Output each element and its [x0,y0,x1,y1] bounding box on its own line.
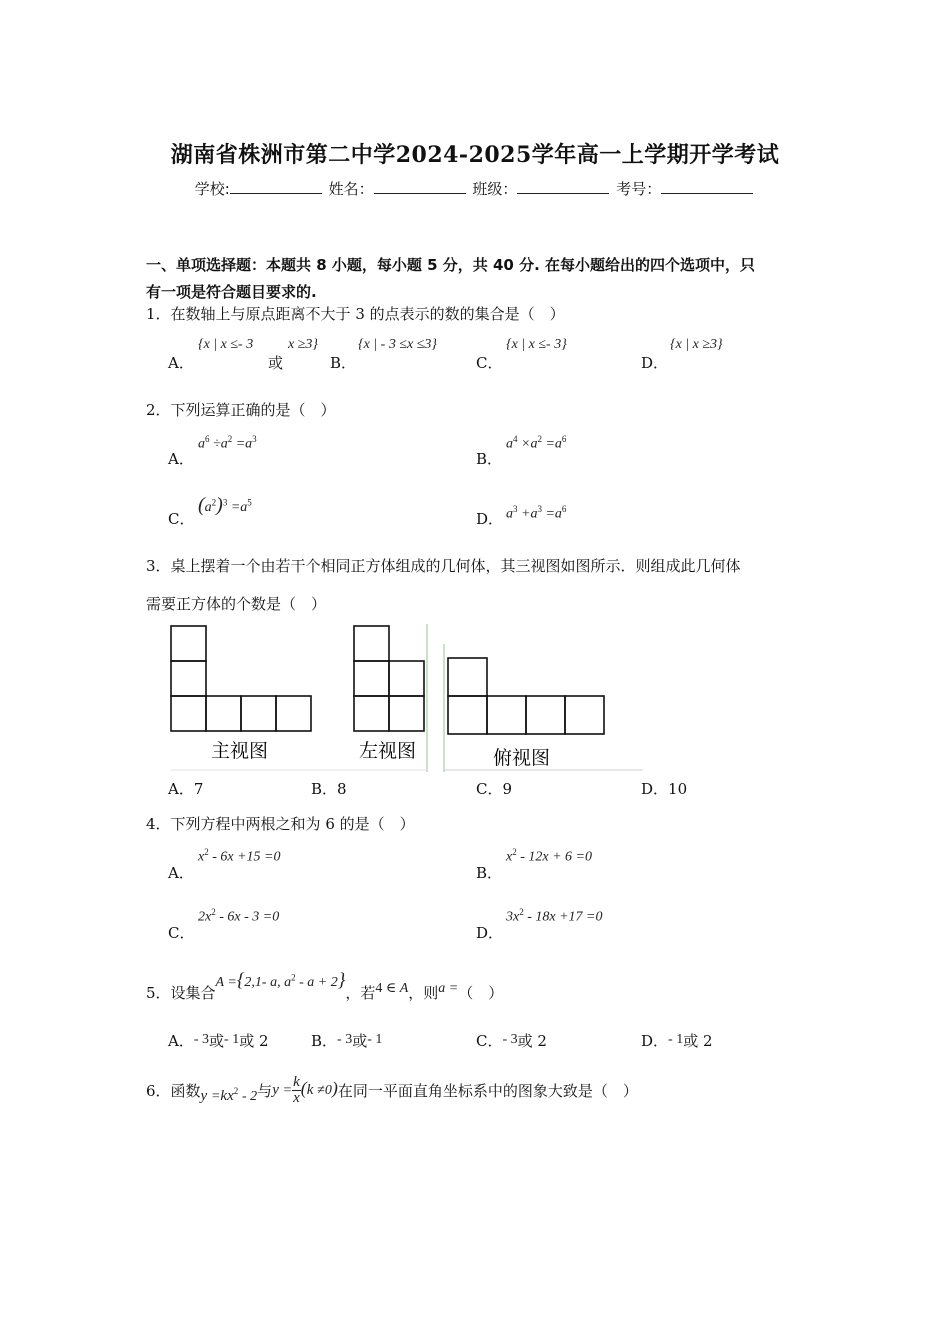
q4-option-c-label: C． [168,924,195,942]
q5-option-d-label: D． [641,1032,669,1050]
q5-option-a-text2: 或 2 [239,1032,269,1050]
left-view-square [389,696,424,731]
q5-option-b-text: 或 [352,1032,368,1050]
q1-option-d-label: D． [641,354,669,372]
left-view-square [354,661,389,696]
number-label: 考号： [616,180,662,198]
q1-option-b: {x | - 3 ≤x ≤3} [358,337,438,352]
q1-option-d: {x | x ≥3} [670,337,723,352]
q2-option-c-label: C． [168,510,195,528]
q1-option-a-label: A． [168,354,194,372]
student-info-row [0,178,950,199]
three-view-figure [165,622,645,774]
q5-option-a-text: 或 [209,1032,225,1050]
top-view-square [448,696,487,734]
q6-stem [146,1074,638,1108]
q5-option-c: C．- 3或 2 [476,1032,547,1050]
name-blank [374,179,466,194]
q5-option-c-label: C． [476,1032,503,1050]
top-view-square [487,696,526,734]
top-view-square [565,696,604,734]
school-label: 学校: [194,180,230,198]
q5-option-b-label: B． [311,1032,338,1050]
q5-option-a-label: A． [168,1032,194,1050]
q5-option-b: B．- 3或- 1 [311,1032,383,1050]
top-view-square [526,696,565,734]
q4-option-a-formula: $x^2 - 6x +15 =0$ [198,847,281,865]
q5-option-d-text: 或 2 [683,1032,713,1050]
q4-stem: 4．下列方程中两根之和为 6 的是（ ） [146,815,415,833]
q5-stem [146,970,504,1004]
q3-stem-line2: 需要正方体的个数是（ ） [146,595,327,613]
q5-stem-end: （ ） [458,984,504,1002]
q4-option-d-formula: $3x^2 - 18x +17 =0$ [506,907,603,925]
q1-option-c-label: C． [476,354,503,372]
number-blank [661,179,753,194]
q5-option-c-text: 或 2 [517,1032,547,1050]
front-view-square [276,696,311,731]
q3-stem-line1: 3．桌上摆着一个由若干个相同正方体组成的几何体，其三视图如图所示．则组成此几何体 [146,557,741,575]
left-view-square [354,626,389,661]
q5-set-formula: A ={2,1- a, $a^2 - a + 2$} [215,970,346,991]
q5-stem-mid2: ，则 [408,984,439,1002]
front-view-square [171,626,206,661]
front-view-square [206,696,241,731]
school-blank [230,179,322,194]
q6-stem-mid: 与 [257,1081,273,1100]
q2-option-b-label: B． [476,450,503,468]
q6-stem-prefix: 6．函数 [146,1081,201,1100]
q4-option-a-label: A． [168,864,194,882]
q4-option-d-label: D． [476,924,504,942]
left-view-square [389,661,424,696]
page-title: 湖南省株洲市第二中学2024-2025学年高一上学期开学考试 [170,142,780,168]
q2-stem: 2．下列运算正确的是（ ） [146,401,336,419]
q2-option-b-formula: $a^4 \times a^2 =a^6$ [506,434,567,452]
left-view-square [354,696,389,731]
q1-option-b-label: B． [330,354,357,372]
q3-option-a: A．7 [168,780,204,798]
q5-stem-mid: ，若 [345,984,376,1002]
class-blank [517,179,609,194]
q1-stem: 1．在数轴上与原点距离不大于 3 的点表示的数的集合是（ ） [146,305,565,323]
q5-option-d: D．- 1或 2 [641,1032,713,1050]
front-view-caption: 主视图 [211,740,269,762]
front-view-square [241,696,276,731]
q2-option-d-formula: $a^3 +a^3 =a^6$ [506,504,567,522]
q3-option-d: D．10 [641,780,688,798]
q6-quadratic-formula: $y =kx^2 - 2$ [200,1085,258,1104]
q5-condition: 4 ∈ A [375,981,409,996]
q4-option-b-formula: $x^2 - 12x + 6 =0$ [506,847,593,865]
q1-option-c: {x | x ≤- 3} [506,337,567,352]
q3-option-c: C．9 [476,780,513,798]
q4-option-b-label: B． [476,864,503,882]
top-view-square [448,658,487,696]
q6-stem-end: 在同一平面直角坐标系中的图象大致是（ ） [337,1081,638,1100]
q5-variable: a = [438,981,459,996]
q5-stem-prefix: 5．设集合 [146,984,216,1002]
q2-option-d-label: D． [476,510,504,528]
section-header-line1: 一、单项选择题：本题共 8 小题，每小题 5 分，共 40 分. 在每小题给出的四个选项中，只 [146,256,756,274]
class-label: 班级： [472,180,518,198]
q1-option-a-part2: x ≥3} [288,337,318,352]
q2-option-a-label: A． [168,450,194,468]
section-header-line2: 有一项是符合题目要求的. [146,283,317,301]
front-view-square [171,696,206,731]
left-view-caption: 左视图 [359,740,417,762]
q1-option-a-or: 或 [268,354,284,372]
q4-option-c-formula: $2x^2 - 6x - 3 =0$ [198,907,280,925]
q2-option-c-formula: $(a^2)^3 =a^5$ [198,494,252,516]
q5-option-a: A．- 3或- 1或 2 [168,1032,269,1050]
q3-option-b: B．8 [311,780,347,798]
top-view-caption: 俯视图 [493,747,551,769]
front-view-square [171,661,206,696]
q6-inverse-formula: y = $\frac{k}{x}$ (k ≠0) [272,1074,338,1106]
name-label: 姓名： [328,180,374,198]
q1-option-a-part1: {x | x ≤- 3 [198,337,254,352]
q2-option-a-formula: $a^6 \div a^2 =a^3$ [198,434,257,452]
